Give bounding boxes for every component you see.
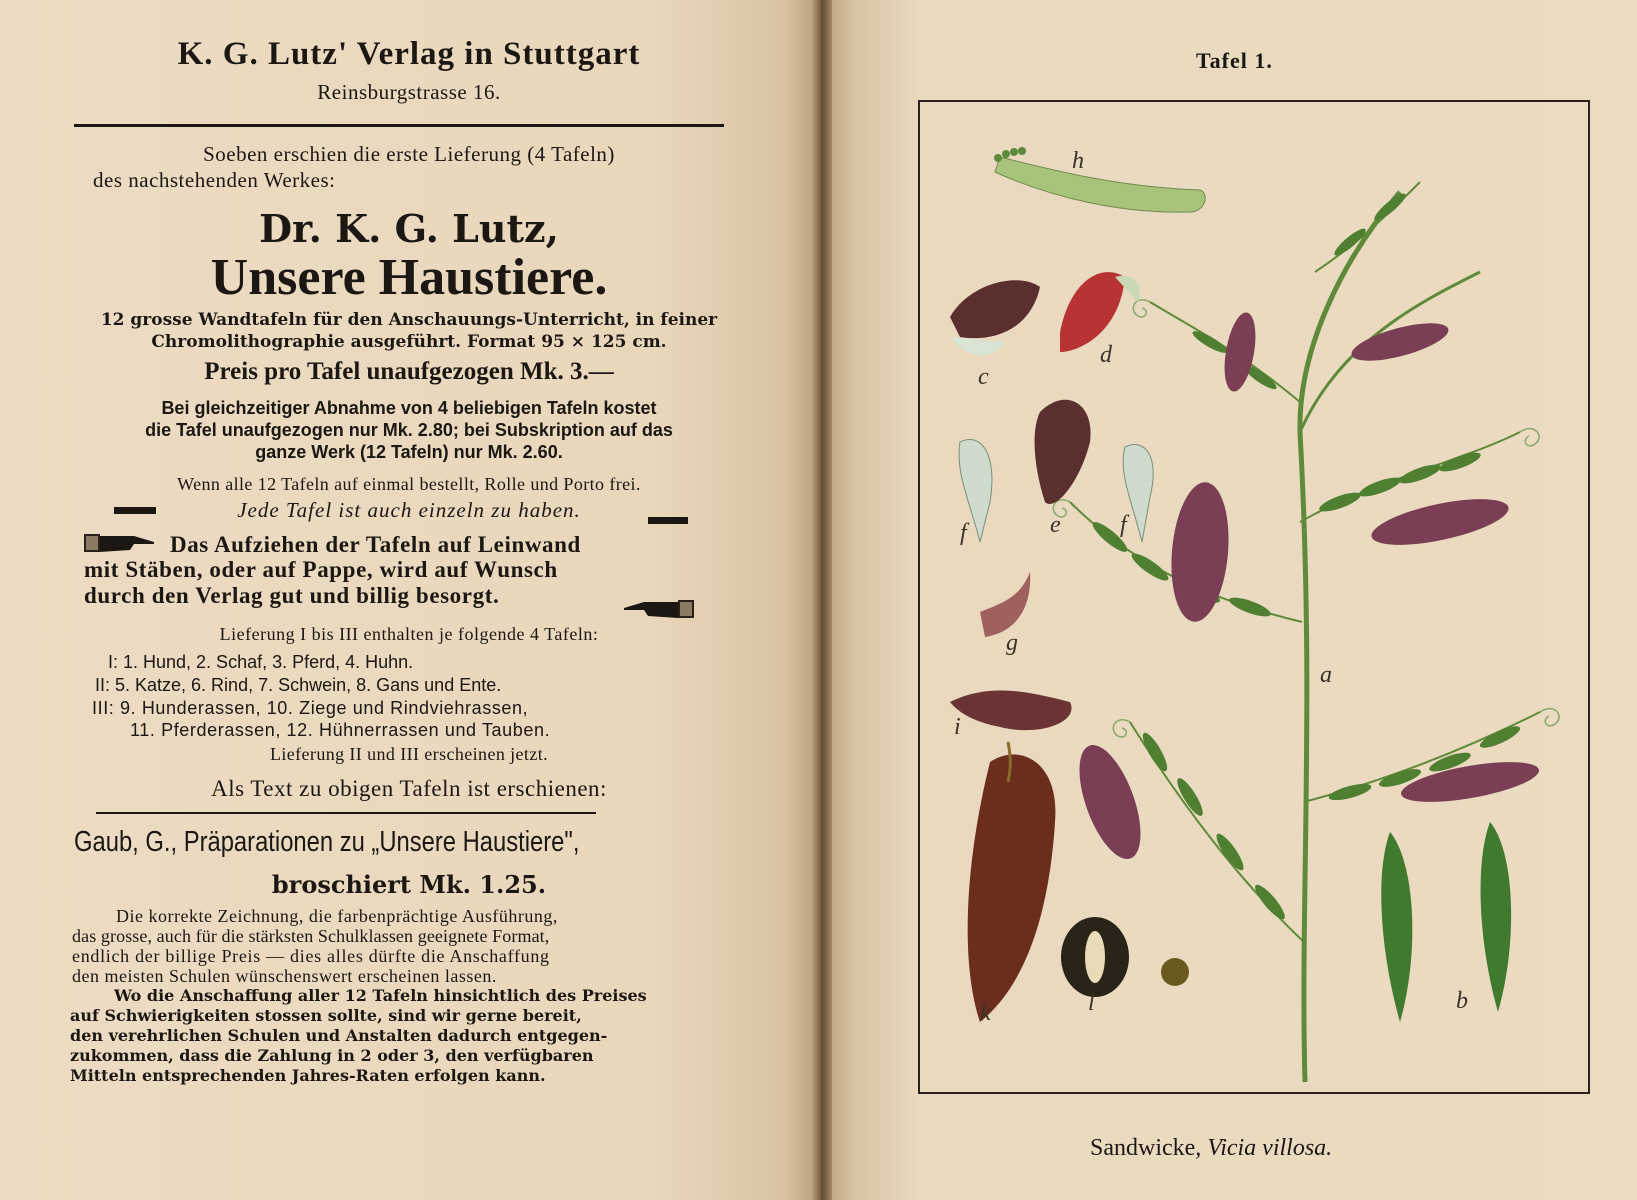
praise-line-1: Die korrekte Zeichnung, die farbenprächtige Ausführung, [116, 906, 558, 926]
plate-number: Tafel 1. [1196, 48, 1273, 73]
discount-line-3: ganze Werk (12 Tafeln) nur Mk. 2.60. [255, 442, 563, 462]
intro-line-1: Soeben erschien die erste Lieferung (4 Tafeln) [203, 142, 615, 166]
deliveries-note: Lieferung II und III erscheinen jetzt. [269, 744, 549, 764]
publisher-address: Reinsburgstrasse 16. [317, 80, 501, 104]
plate-caption [1090, 1135, 1332, 1162]
discount-line-2: die Tafel unaufgezogen nur Mk. 2.80; bei Subskription auf das [145, 420, 673, 440]
subtitle-line-1: 12 grosse Wandtafeln für den Anschauungs-Unterricht, in feiner [100, 310, 718, 330]
mounting-line-2: mit Stäben, oder auf Pappe, wird auf Wunsch [84, 557, 558, 582]
delivery-item: II: 5. Katze, 6. Rind, 7. Schwein, 8. Gans und Ente. [95, 675, 502, 695]
single-sale-note: Jede Tafel ist auch einzeln zu haben. [237, 498, 581, 522]
botanical-plate [918, 100, 1590, 1094]
delivery-item: I: 1. Hund, 2. Schaf, 3. Pferd, 4. Huhn. [108, 652, 414, 672]
pointing-hand-right-icon [84, 530, 156, 556]
companion-title: Gaub, G., Präparationen zu „Unsere Haustiere", [74, 826, 580, 858]
label-k: k [980, 1000, 991, 1026]
praise-line-2: das grosse, auch für die stärksten Schulklassen geeignete Format, [72, 926, 550, 946]
label-b: b [1456, 988, 1468, 1014]
intro-line-2: des nachstehenden Werkes: [93, 168, 336, 192]
praise-line-3: endlich der billige Preis — dies alles dürfte die Anschaffung [72, 946, 550, 966]
delivery-item: 11. Pferderassen, 12. Hühnerrassen und Tauben. [130, 720, 551, 740]
praise-line-4: den meisten Schulen wünschenswert erscheinen lassen. [72, 966, 497, 986]
label-l: l [1088, 990, 1095, 1016]
text-heading: Als Text zu obigen Tafeln ist erschienen: [211, 776, 607, 801]
offer-line-4: zukommen, dass die Zahlung in 2 oder 3, den verfügbaren [70, 1046, 594, 1065]
vicia-villosa-illustration [920, 102, 1588, 1092]
mounting-line-3: durch den Verlag gut und billig besorgt. [84, 583, 500, 608]
label-c: c [978, 364, 989, 390]
caption-common-name: Sandwicke, [1090, 1135, 1202, 1161]
label-f: f [960, 520, 967, 546]
free-shipping-line: Wenn alle 12 Tafeln auf einmal bestellt, Rolle und Porto frei. [177, 474, 641, 494]
mounting-line-1: Das Aufziehen der Tafeln auf Leinwand [170, 532, 581, 557]
publisher-name: K. G. Lutz' Verlag in Stuttgart [177, 36, 641, 72]
work-title: Unsere Haustiere. [210, 249, 608, 306]
companion-price: broschiert Mk. 1.25. [271, 870, 547, 899]
deliveries-heading: Lieferung I bis III enthalten je folgende 4 Tafeln: [219, 624, 599, 644]
label-g: g [1006, 630, 1018, 656]
pointing-hand-left-icon [622, 596, 694, 622]
offer-line-2: auf Schwierigkeiten stossen sollte, sind wir gerne bereit, [70, 1006, 582, 1025]
header-rule [74, 124, 724, 127]
caption-latin-name: Vicia villosa. [1207, 1135, 1333, 1161]
discount-line-1: Bei gleichzeitiger Abnahme von 4 beliebigen Tafeln kostet [161, 398, 657, 418]
label-a: a [1320, 662, 1332, 688]
offer-line-3: den verehrlichen Schulen und Anstalten dadurch entgegen- [70, 1026, 608, 1045]
offer-line-1: Wo die Anschaffung aller 12 Tafeln hinsichtlich des Preises [114, 986, 647, 1005]
author-name: Dr. K. G. Lutz, [259, 206, 559, 251]
label-i: i [954, 714, 961, 740]
label-d: d [1100, 342, 1112, 368]
price-line: Preis pro Tafel unaufgezogen Mk. 3.— [204, 358, 614, 385]
delivery-item: III: 9. Hunderassen, 10. Ziege und Rindviehrassen, [92, 698, 529, 718]
offer-line-5: Mitteln entsprechenden Jahres-Raten erfolgen kann. [70, 1066, 546, 1085]
right-bar-ornament [648, 517, 688, 524]
label-f: f [1120, 512, 1127, 538]
label-h: h [1072, 148, 1084, 174]
label-e: e [1050, 512, 1061, 538]
text-heading-rule [96, 812, 596, 814]
book-gutter [810, 0, 832, 1200]
subtitle-line-2: Chromolithographie ausgeführt. Format 95 × 125 cm. [151, 332, 667, 352]
